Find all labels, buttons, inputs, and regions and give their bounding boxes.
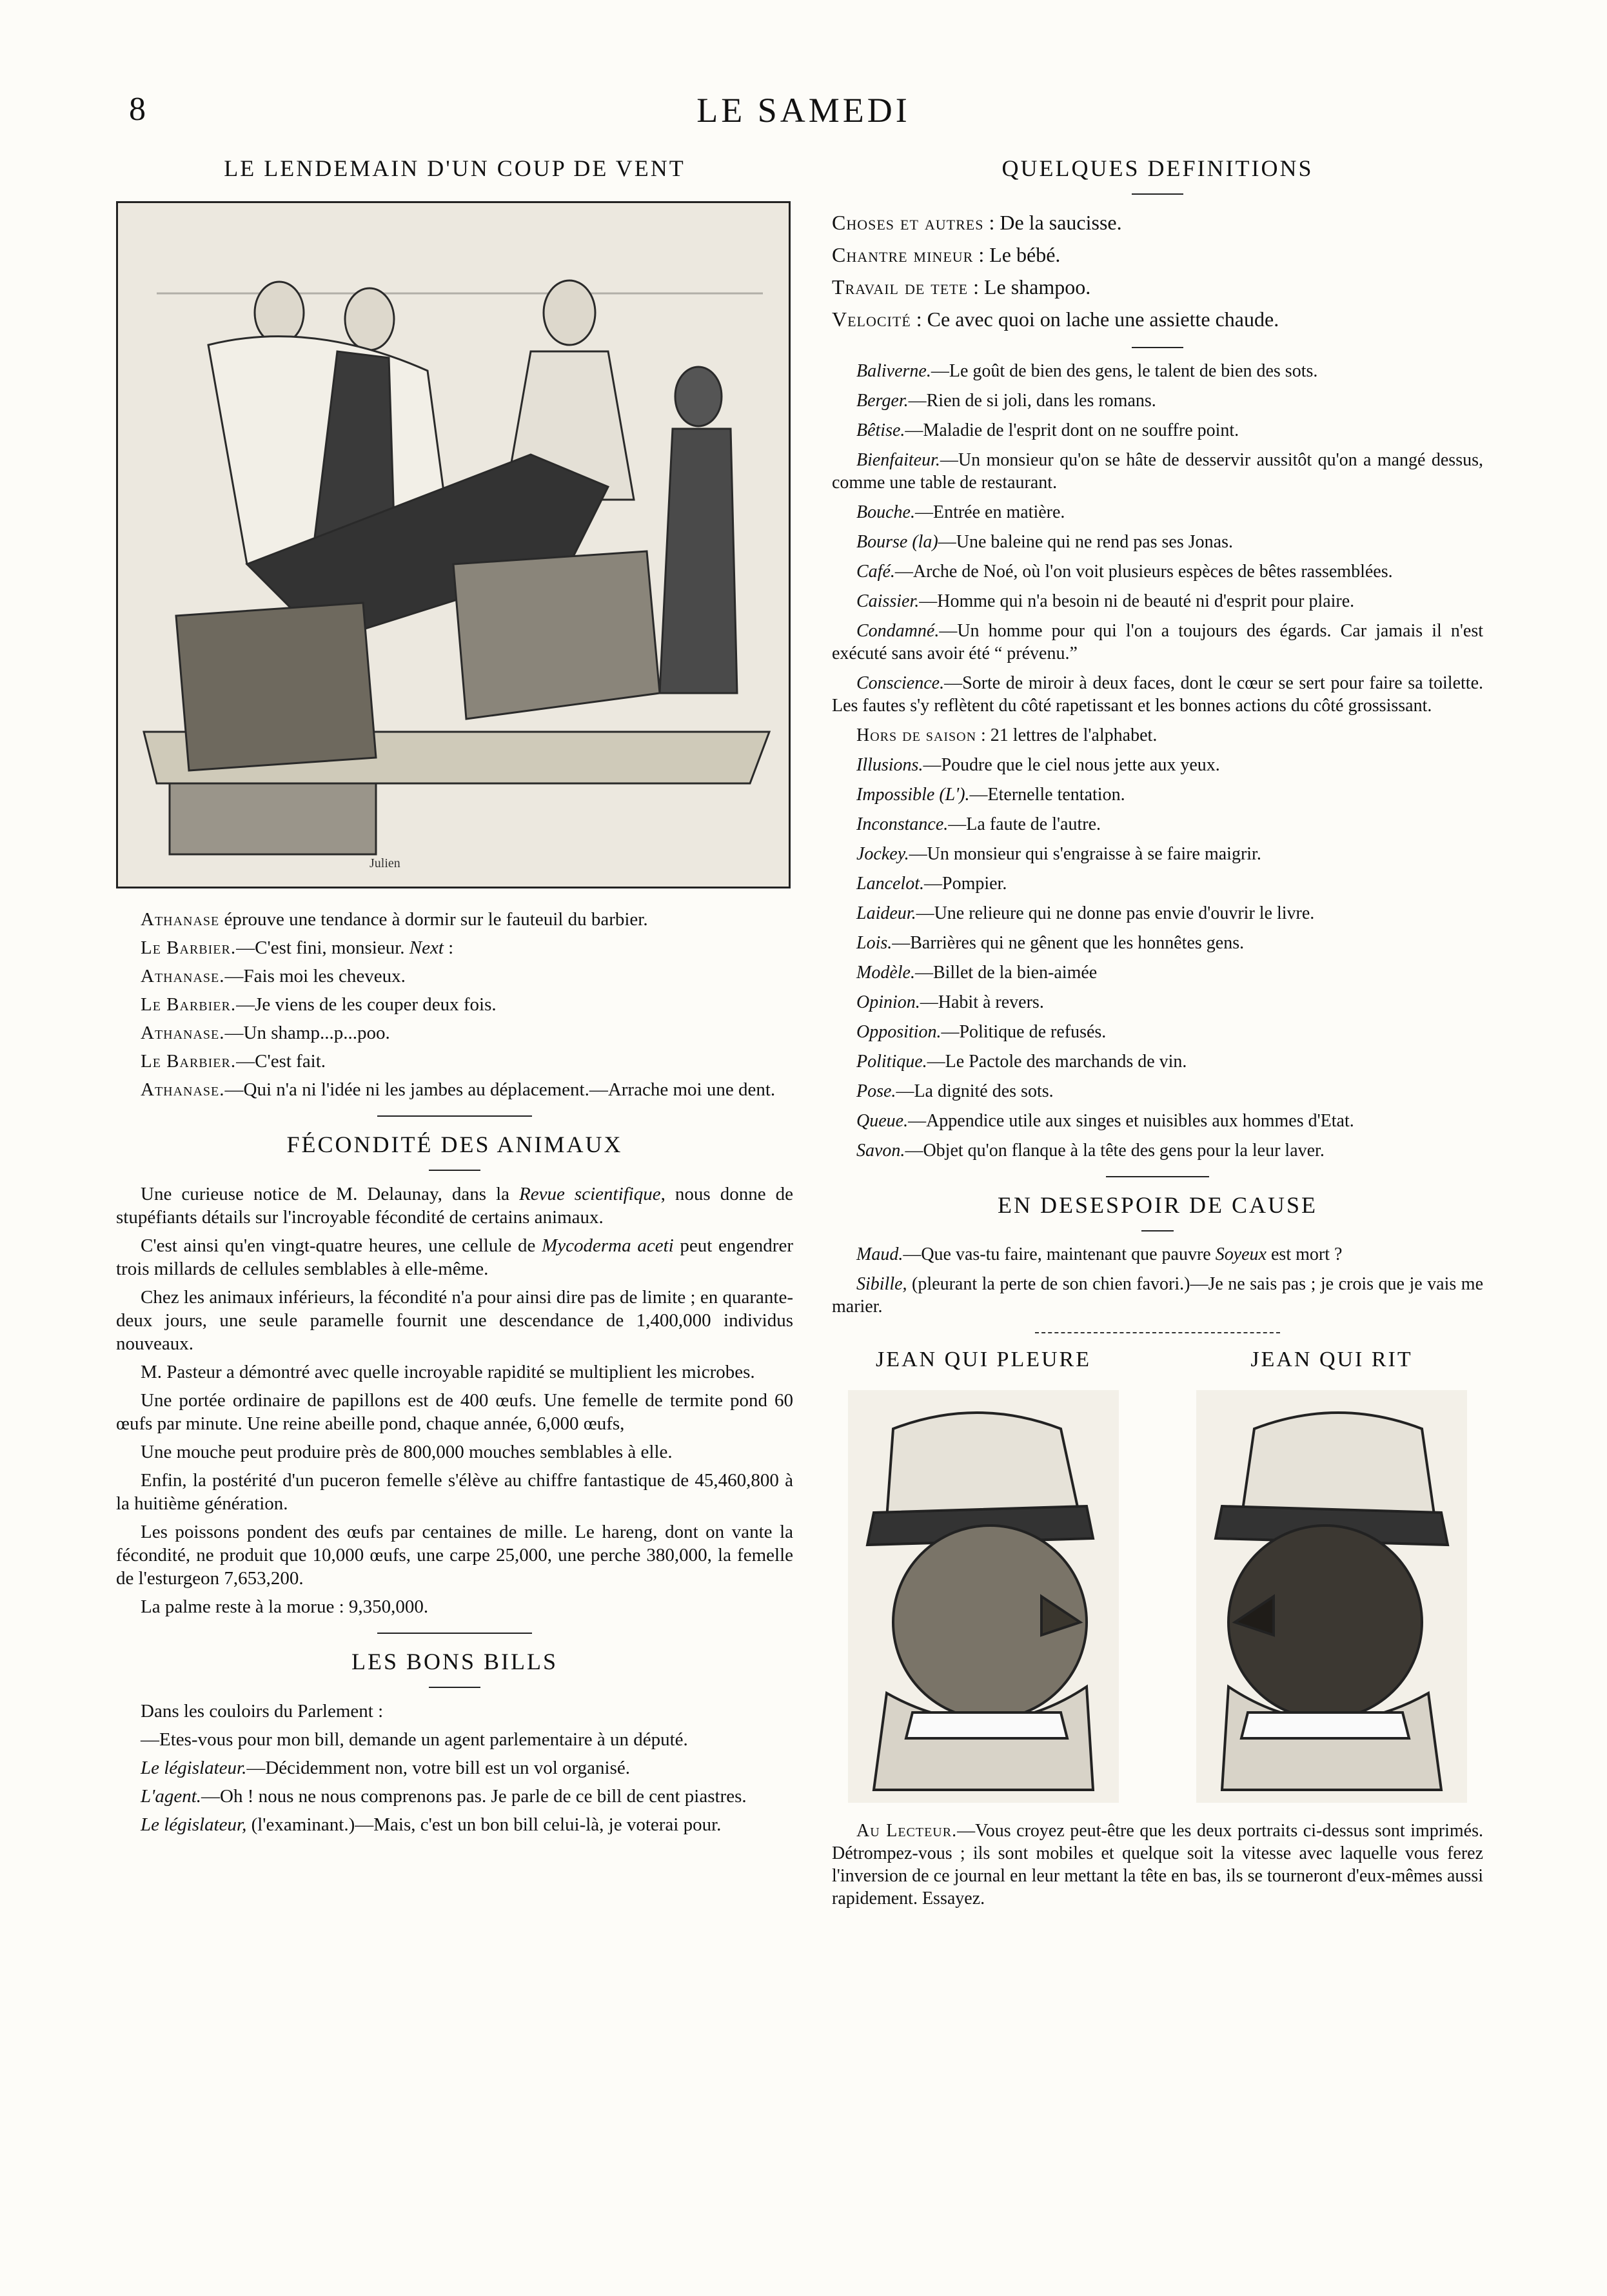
illustration-signature: Julien (370, 856, 400, 870)
caption-line: Le Barbier.—C'est fait. (141, 1051, 326, 1072)
definition-item: Laideur.—Une relieure qui ne donne pas envie d'ouvrir le livre. (856, 903, 1315, 923)
desespoir-title: EN DESESPOIR DE CAUSE (997, 1192, 1318, 1218)
caption-line: Athanase éprouve une tendance à dormir sur le fauteuil du barbier. (141, 909, 648, 930)
definition-item: Queue.—Appendice utile aux singes et nuisibles aux hommes d'Etat. (856, 1111, 1354, 1131)
definition-item: Impossible (L').—Eternelle tentation. (856, 785, 1125, 805)
page-number: 8 (129, 91, 146, 128)
bills-title: LES BONS BILLS (351, 1649, 558, 1674)
article-paragraph: La palme reste à la morue : 9,350,000. (141, 1596, 429, 1617)
fecondite-title: FÉCONDITÉ DES ANIMAUX (286, 1132, 623, 1157)
definition-item: Jockey.—Un monsieur qui s'engraisse à se faire maigrir. (856, 844, 1261, 864)
definition-item: Inconstance.—La faute de l'autre. (856, 814, 1101, 834)
definition-item: Politique.—Le Pactole des marchands de vin. (856, 1052, 1187, 1072)
caption-line: Athanase.—Qui n'a ni l'idée ni les jambes au déplacement.—Arrache moi une dent. (141, 1079, 776, 1100)
article-paragraph: Chez les animaux inférieurs, la fécondité n'a pour ainsi dire pas de limite ; en quarante-deux jours, une seule paramelle fournit une descendance de 1,400,000 individus nouveaux. (116, 1287, 793, 1354)
article-paragraph: C'est ainsi qu'en vingt-quatre heures, une cellule de Mycoderma aceti peut engendrer trois millards de cellules semblables à elle-même. (116, 1235, 793, 1279)
right-column (832, 155, 1483, 1917)
definition-item: Bienfaiteur.—Un monsieur qu'on se hâte de desservir aussitôt qu'on a mangé dessus, comme une table de restaurant. (832, 450, 1483, 493)
definition-item: Condamné.—Un homme pour qui l'on a toujours des égards. Car jamais il n'est exécuté sans avoir été “ prévenu.” (832, 621, 1483, 663)
au-lecteur-note: Au Lecteur.—Vous croyez peut-être que les deux portraits ci-dessus sont imprimés. Détrompez-vous ; ils sont mobiles et quelque soit la vitesse avec laquelle vous ferez l'inversion de ce journal en leur mettant la tête en bas, ils se tourneront d'eux-mêmes aussi rapidement. Essayez. (832, 1821, 1483, 1908)
chose-item: Travail de tete : Le shampoo. (832, 275, 1091, 299)
article-paragraph: Les poissons pondent des œufs par centaines de mille. Le hareng, dont on vante la fécondité, ne produit que 10,000 œufs, une carpe 25,000, une perche 380,000, la femelle de l'esturgeon 7,653,200. (116, 1522, 793, 1589)
jean-qui-rit (1180, 1348, 1483, 1803)
definitions-title: QUELQUES DEFINITIONS (1001, 155, 1314, 181)
article-paragraph: —Etes-vous pour mon bill, demande un agent parlementaire à un député. (141, 1729, 688, 1750)
barber-scene-drawing (118, 203, 789, 887)
article-paragraph: M. Pasteur a démontré avec quelle incroyable rapidité se multiplient les microbes. (141, 1362, 755, 1382)
definition-item: Berger.—Rien de si joli, dans les romans. (856, 391, 1156, 411)
title-rule (1141, 1230, 1174, 1231)
caption-line: Athanase.—Un shamp...p...poo. (141, 1023, 390, 1043)
page-header (0, 90, 1607, 148)
desespoir-dialogue (832, 1243, 1483, 1318)
article-paragraph: Une curieuse notice de M. Delaunay, dans la Revue scientifique, nous donne de stupéfiants détails sur l'incroyable fécondité de certains animaux. (116, 1184, 794, 1228)
section-divider (377, 1633, 532, 1634)
definition-item: Lancelot.—Pompier. (856, 874, 1007, 894)
article-paragraph: Le législateur.—Décidemment non, votre bill est un vol organisé. (141, 1758, 630, 1778)
left-column (116, 155, 793, 1841)
definition-item: Bouche.—Entrée en matière. (856, 502, 1065, 522)
definition-item: Pose.—La dignité des sots. (856, 1081, 1054, 1101)
definition-item: Hors de saison : 21 lettres de l'alphabet. (856, 725, 1158, 745)
definition-item: Modèle.—Billet de la bien-aimée (856, 963, 1098, 983)
definition-item: Opposition.—Politique de refusés. (856, 1022, 1107, 1042)
lendemain-caption (116, 908, 793, 1101)
laughing-face-drawing (1196, 1390, 1467, 1803)
article-paragraph: Une portée ordinaire de papillons est de 400 œufs. Une femelle de termite pond 60 œufs par minute. Une reine abeille pond, chaque année, 6,000 œufs, (116, 1390, 793, 1434)
laughing-man-portrait (1196, 1390, 1467, 1803)
definition-item: Café.—Arche de Noé, où l'on voit plusieurs espèces de bêtes rassemblées. (856, 562, 1393, 582)
portrait-title-left: JEAN QUI PLEURE (876, 1348, 1091, 1371)
caption-line: Athanase.—Fais moi les cheveux. (141, 966, 406, 986)
choses-list (832, 206, 1483, 335)
barber-shop-illustration (116, 201, 791, 888)
caption-line: Le Barbier.—Je viens de les couper deux fois. (141, 994, 497, 1015)
lendemain-title: LE LENDEMAIN D'UN COUP DE VENT (224, 155, 685, 181)
jean-portraits (832, 1348, 1483, 1803)
title-rule (429, 1687, 480, 1688)
chose-item: Choses et autres : De la saucisse. (832, 211, 1122, 234)
bills-article (116, 1700, 793, 1836)
chose-item: Chantre mineur : Le bébé. (832, 243, 1061, 266)
dialogue-line: Maud.—Que vas-tu faire, maintenant que pauvre Soyeux est mort ? (856, 1244, 1343, 1264)
section-divider (1106, 1176, 1209, 1177)
definition-item: Baliverne.—Le goût de bien des gens, le talent de bien des sots. (856, 361, 1318, 381)
article-paragraph: Le législateur, (l'examinant.)—Mais, c'est un bon bill celui-là, je voterai pour. (141, 1814, 722, 1835)
definition-item: Bourse (la)—Une baleine qui ne rend pas ses Jonas. (856, 532, 1233, 552)
portrait-title-right: JEAN QUI RIT (1250, 1348, 1413, 1371)
article-paragraph: Dans les couloirs du Parlement : (141, 1701, 384, 1722)
crying-man-portrait (848, 1390, 1119, 1803)
definitions-list (832, 360, 1483, 1162)
definition-item: Illusions.—Poudre que le ciel nous jette aux yeux. (856, 755, 1220, 775)
caption-line: Le Barbier.—C'est fini, monsieur. Next : (141, 937, 454, 958)
crying-face-drawing (848, 1390, 1119, 1803)
definition-item: Conscience.—Sorte de miroir à deux faces, dont le cœur se sert pour faire sa toilette. Les fautes s'y reflètent du côté rapetissant et les bonnes actions du côté grossissant. (832, 673, 1483, 716)
article-paragraph: Une mouche peut produire près de 800,000 mouches semblables à elle. (141, 1442, 673, 1462)
article-paragraph: L'agent.—Oh ! nous ne nous comprenons pas. Je parle de ce bill de cent piastres. (141, 1786, 747, 1807)
definition-item: Opinion.—Habit à revers. (856, 992, 1044, 1012)
title-rule (1132, 193, 1183, 195)
chose-item: Velocité : Ce avec quoi on lache une assiette chaude. (832, 308, 1279, 331)
title-rule (429, 1170, 480, 1171)
masthead: LE SAMEDI (696, 91, 911, 130)
list-divider (1132, 347, 1183, 348)
article-paragraph: Enfin, la postérité d'un puceron femelle s'élève au chiffre fantastique de 45,460,800 à la huitième génération. (116, 1470, 793, 1514)
section-divider (377, 1115, 532, 1117)
definition-item: Bêtise.—Maladie de l'esprit dont on ne souffre point. (856, 420, 1239, 440)
fecondite-article (116, 1182, 793, 1618)
section-divider (1035, 1332, 1280, 1333)
definition-item: Lois.—Barrières qui ne gênent que les honnêtes gens. (856, 933, 1245, 953)
definition-item: Savon.—Objet qu'on flanque à la tête des gens pour la leur laver. (856, 1141, 1325, 1161)
definition-item: Caissier.—Homme qui n'a besoin ni de beauté ni d'esprit pour plaire. (856, 591, 1355, 611)
jean-qui-pleure (832, 1348, 1135, 1803)
dialogue-line: Sibille, (pleurant la perte de son chien favori.)—Je ne sais pas ; je crois que je vais me marier. (832, 1274, 1483, 1317)
